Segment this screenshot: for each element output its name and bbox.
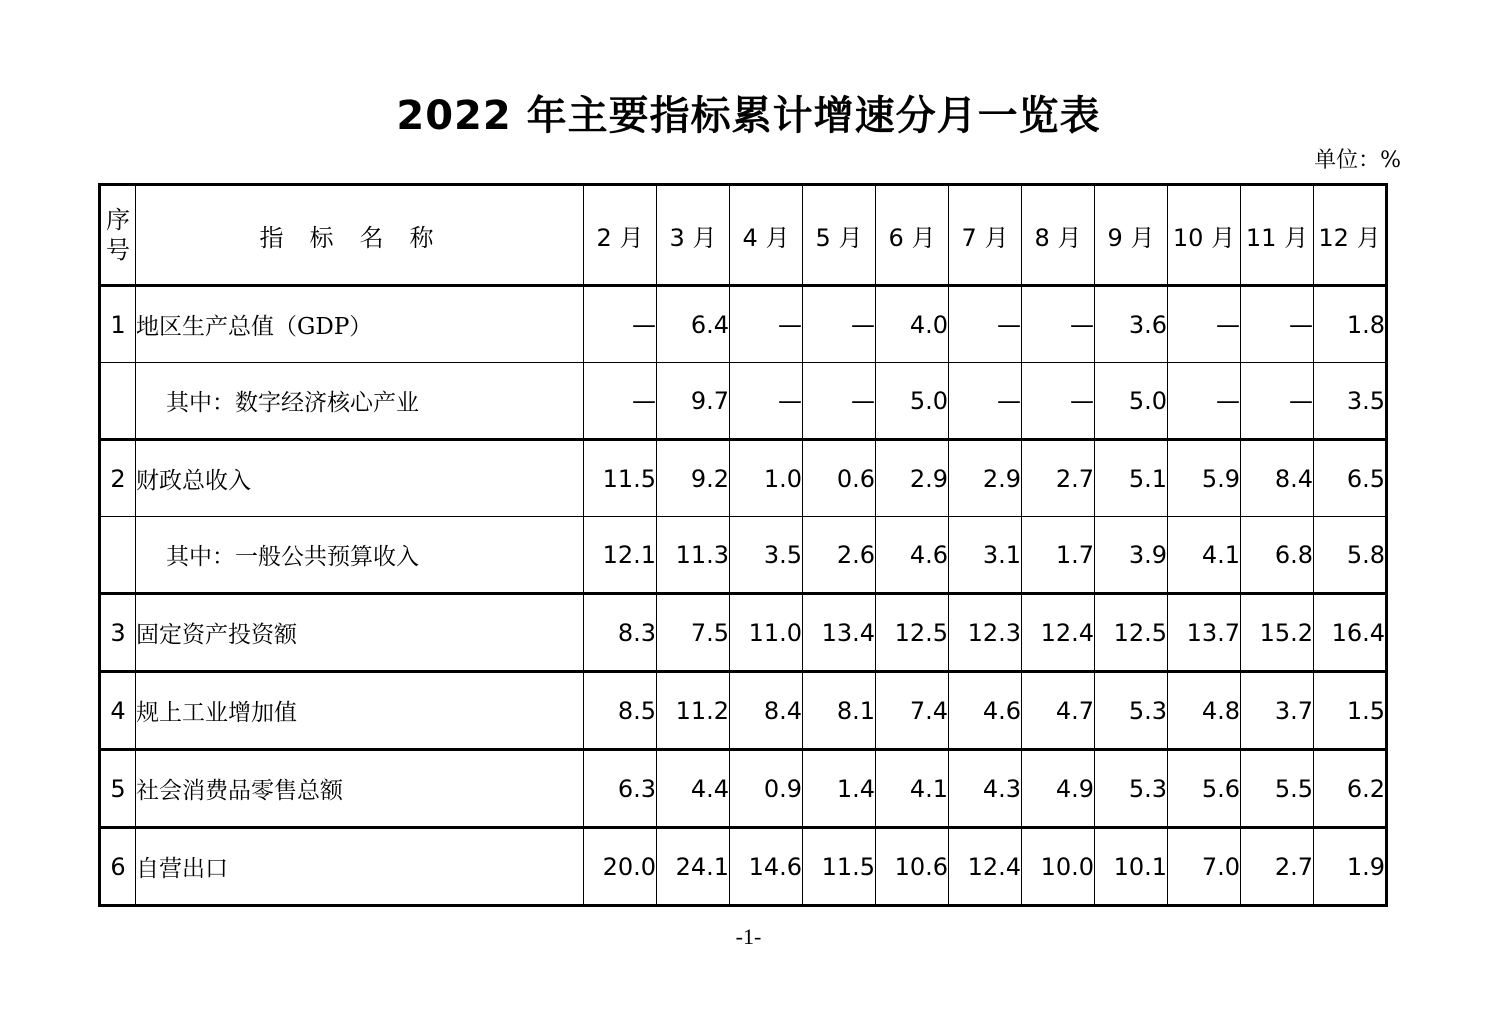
value-cell: 11.3 bbox=[657, 517, 730, 594]
value-cell: 1.0 bbox=[730, 440, 803, 517]
value-cell: 12.1 bbox=[584, 517, 657, 594]
value-cell: 15.2 bbox=[1241, 594, 1314, 672]
value-cell: 11.0 bbox=[730, 594, 803, 672]
value-cell: 12.5 bbox=[876, 594, 949, 672]
value-cell: — bbox=[1022, 286, 1095, 363]
value-cell: 3.9 bbox=[1095, 517, 1168, 594]
value-cell: 4.7 bbox=[1022, 672, 1095, 750]
value-cell: 4.8 bbox=[1168, 672, 1241, 750]
value-cell: — bbox=[949, 286, 1022, 363]
value-cell: 13.4 bbox=[803, 594, 876, 672]
value-cell: 16.4 bbox=[1314, 594, 1387, 672]
value-cell: 3.7 bbox=[1241, 672, 1314, 750]
value-cell: 3.1 bbox=[949, 517, 1022, 594]
value-cell: — bbox=[949, 363, 1022, 440]
value-cell: — bbox=[584, 286, 657, 363]
month-column-header: 10 月 bbox=[1168, 185, 1241, 286]
seq-cell: 2 bbox=[100, 440, 136, 517]
month-column-header: 9 月 bbox=[1095, 185, 1168, 286]
value-cell: 14.6 bbox=[730, 828, 803, 906]
value-cell: 13.7 bbox=[1168, 594, 1241, 672]
value-cell: — bbox=[1241, 286, 1314, 363]
value-cell: 2.7 bbox=[1241, 828, 1314, 906]
value-cell: — bbox=[1168, 286, 1241, 363]
value-cell: 5.0 bbox=[1095, 363, 1168, 440]
value-cell: 4.4 bbox=[657, 750, 730, 828]
indicator-name-cell: 规上工业增加值 bbox=[136, 672, 584, 750]
indicator-name-cell: 地区生产总值（GDP） bbox=[136, 286, 584, 363]
value-cell: 2.9 bbox=[876, 440, 949, 517]
table-body bbox=[100, 286, 1387, 906]
value-cell: 4.6 bbox=[949, 672, 1022, 750]
value-cell: 2.9 bbox=[949, 440, 1022, 517]
value-cell: 12.4 bbox=[949, 828, 1022, 906]
value-cell: 1.9 bbox=[1314, 828, 1387, 906]
page-title: 2022 年主要指标累计增速分月一览表 bbox=[396, 93, 1101, 139]
value-cell: 1.7 bbox=[1022, 517, 1095, 594]
value-cell: 11.5 bbox=[584, 440, 657, 517]
month-column-header: 5 月 bbox=[803, 185, 876, 286]
value-cell: 4.1 bbox=[876, 750, 949, 828]
indicator-name-cell: 财政总收入 bbox=[136, 440, 584, 517]
table-row bbox=[100, 750, 1387, 828]
seq-cell: 4 bbox=[100, 672, 136, 750]
month-column-header: 7 月 bbox=[949, 185, 1022, 286]
table-row bbox=[100, 594, 1387, 672]
indicator-name-cell: 其中：数字经济核心产业 bbox=[136, 363, 584, 440]
value-cell: 4.3 bbox=[949, 750, 1022, 828]
month-column-header: 8 月 bbox=[1022, 185, 1095, 286]
value-cell: 9.2 bbox=[657, 440, 730, 517]
value-cell: 20.0 bbox=[584, 828, 657, 906]
seq-cell: 5 bbox=[100, 750, 136, 828]
seq-cell: 3 bbox=[100, 594, 136, 672]
indicator-name-cell: 固定资产投资额 bbox=[136, 594, 584, 672]
value-cell: 0.6 bbox=[803, 440, 876, 517]
value-cell: 5.1 bbox=[1095, 440, 1168, 517]
value-cell: 4.9 bbox=[1022, 750, 1095, 828]
value-cell: 5.6 bbox=[1168, 750, 1241, 828]
value-cell: 7.4 bbox=[876, 672, 949, 750]
value-cell: 5.5 bbox=[1241, 750, 1314, 828]
name-column-header: 指标名称 bbox=[136, 185, 584, 286]
month-column-header: 11 月 bbox=[1241, 185, 1314, 286]
value-cell: — bbox=[1168, 363, 1241, 440]
value-cell: 5.8 bbox=[1314, 517, 1387, 594]
value-cell: 5.0 bbox=[876, 363, 949, 440]
month-column-header: 4 月 bbox=[730, 185, 803, 286]
value-cell: 8.1 bbox=[803, 672, 876, 750]
value-cell: — bbox=[1022, 363, 1095, 440]
month-column-header: 2 月 bbox=[584, 185, 657, 286]
value-cell: 6.2 bbox=[1314, 750, 1387, 828]
value-cell: 6.5 bbox=[1314, 440, 1387, 517]
value-cell: 8.4 bbox=[1241, 440, 1314, 517]
seq-cell bbox=[100, 363, 136, 440]
table-row bbox=[100, 672, 1387, 750]
value-cell: 3.6 bbox=[1095, 286, 1168, 363]
table-row bbox=[100, 828, 1387, 906]
value-cell: 6.3 bbox=[584, 750, 657, 828]
value-cell: 7.5 bbox=[657, 594, 730, 672]
seq-cell: 6 bbox=[100, 828, 136, 906]
value-cell: 12.3 bbox=[949, 594, 1022, 672]
value-cell: 8.5 bbox=[584, 672, 657, 750]
value-cell: 12.4 bbox=[1022, 594, 1095, 672]
value-cell: 4.1 bbox=[1168, 517, 1241, 594]
value-cell: 10.6 bbox=[876, 828, 949, 906]
table-row bbox=[100, 363, 1387, 440]
indicator-table bbox=[98, 183, 1388, 907]
value-cell: 11.2 bbox=[657, 672, 730, 750]
table-row bbox=[100, 440, 1387, 517]
indicator-name-cell: 社会消费品零售总额 bbox=[136, 750, 584, 828]
value-cell: 4.0 bbox=[876, 286, 949, 363]
value-cell: 4.6 bbox=[876, 517, 949, 594]
value-cell: — bbox=[730, 363, 803, 440]
value-cell: 2.7 bbox=[1022, 440, 1095, 517]
month-column-header: 12 月 bbox=[1314, 185, 1387, 286]
value-cell: 0.9 bbox=[730, 750, 803, 828]
table-header-row bbox=[100, 185, 1387, 286]
value-cell: 2.6 bbox=[803, 517, 876, 594]
value-cell: 12.5 bbox=[1095, 594, 1168, 672]
month-column-header: 6 月 bbox=[876, 185, 949, 286]
value-cell: — bbox=[803, 363, 876, 440]
seq-column-header: 序号 bbox=[100, 185, 136, 286]
value-cell: 5.3 bbox=[1095, 750, 1168, 828]
value-cell: — bbox=[730, 286, 803, 363]
month-column-header: 3 月 bbox=[657, 185, 730, 286]
value-cell: — bbox=[584, 363, 657, 440]
value-cell: 5.9 bbox=[1168, 440, 1241, 517]
table-row bbox=[100, 517, 1387, 594]
value-cell: 3.5 bbox=[730, 517, 803, 594]
value-cell: 1.5 bbox=[1314, 672, 1387, 750]
value-cell: — bbox=[803, 286, 876, 363]
seq-cell: 1 bbox=[100, 286, 136, 363]
value-cell: 1.8 bbox=[1314, 286, 1387, 363]
indicator-name-cell: 自营出口 bbox=[136, 828, 584, 906]
value-cell: 7.0 bbox=[1168, 828, 1241, 906]
table-row bbox=[100, 286, 1387, 363]
value-cell: — bbox=[1241, 363, 1314, 440]
value-cell: 6.4 bbox=[657, 286, 730, 363]
value-cell: 3.5 bbox=[1314, 363, 1387, 440]
value-cell: 8.3 bbox=[584, 594, 657, 672]
value-cell: 1.4 bbox=[803, 750, 876, 828]
value-cell: 5.3 bbox=[1095, 672, 1168, 750]
value-cell: 10.1 bbox=[1095, 828, 1168, 906]
value-cell: 9.7 bbox=[657, 363, 730, 440]
indicator-name-cell: 其中：一般公共预算收入 bbox=[136, 517, 584, 594]
value-cell: 24.1 bbox=[657, 828, 730, 906]
value-cell: 8.4 bbox=[730, 672, 803, 750]
value-cell: 10.0 bbox=[1022, 828, 1095, 906]
value-cell: 11.5 bbox=[803, 828, 876, 906]
value-cell: 6.8 bbox=[1241, 517, 1314, 594]
seq-cell bbox=[100, 517, 136, 594]
page-number: -1- bbox=[735, 924, 762, 949]
unit-note: 单位：% bbox=[1314, 148, 1401, 173]
